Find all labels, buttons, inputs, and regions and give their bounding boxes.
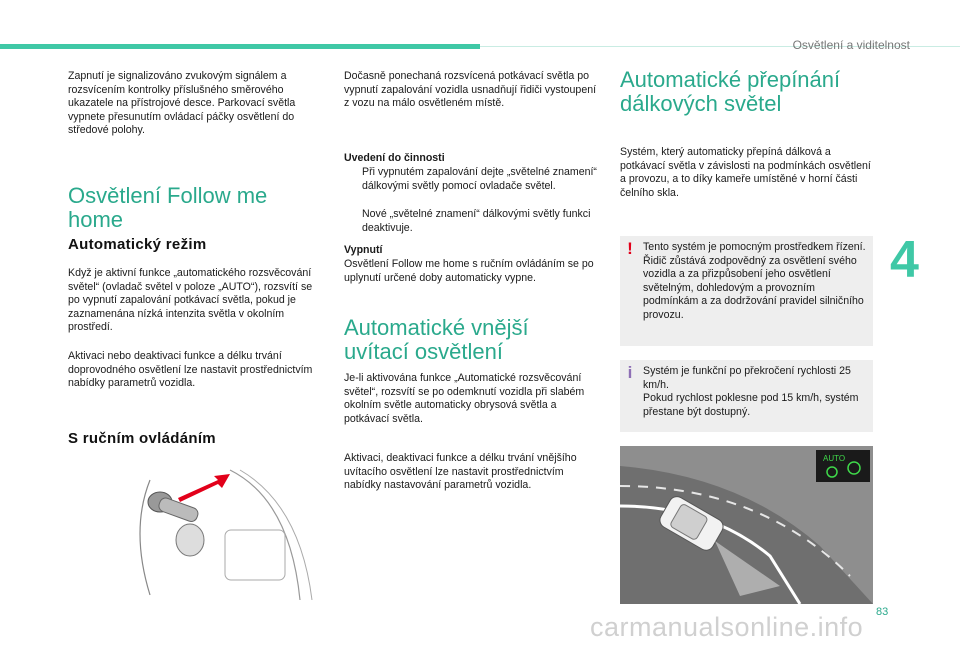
activation-heading: Uvedení do činnosti: [344, 152, 445, 164]
activation-bullet-2: [344, 208, 599, 235]
follow-me-home-heading: Osvětlení Follow me home: [68, 183, 268, 232]
col1-intro: Zapnutí je signalizováno zvukovým signálem a rozsvícením kontrolky příslušného směrového ukazatele na přístrojové desce. Parkovací světla vypnete přesunutím ovládací páčky osvětlení do středové polohy.: [68, 70, 296, 137]
auto-mode-text-1: Když je aktivní funkce „automatického rozsvěcování světel“ (ovladač světel v poloze „AUTO“), rozsvítí se po vypnutí zapalování potkávací světla, pokud je zaznamenána nízká intenzita světla v okolním prostředí.: [68, 267, 313, 334]
welcome-lighting-text-2: Aktivaci, deaktivaci funkce a délku trvání vnějšího uvítacího osvětlení lze nastavit prostřednictvím nabídky nastavování parametrů vozidla.: [344, 452, 577, 492]
warning-icon: !: [627, 239, 633, 258]
camera-road-illustration: [620, 446, 873, 604]
welcome-lighting-heading: Automatické vnější uvítací osvětlení: [344, 315, 529, 364]
warning-box: [620, 236, 873, 346]
info-icon: i: [627, 363, 633, 382]
auto-badge: AUTO: [823, 454, 846, 463]
manual-mode-heading: S ručním ovládáním: [68, 430, 216, 447]
col2-intro: Dočasně ponechaná rozsvícená potkávací světla po vypnutí zapalování vozidla usnadňují řidiči vystoupení z vozu na málo osvětleném místě.: [344, 70, 597, 110]
auto-mode-text-2: Aktivaci nebo deaktivaci funkce a délku trvání doprovodného osvětlení lze nastavit prostřednictvím nabídky parametrů vozidla.: [68, 350, 313, 390]
bullet-marker: [344, 208, 362, 235]
chapter-number: 4: [890, 231, 919, 289]
bullet-marker: [344, 166, 362, 193]
info-text: Systém je funkční po překročení rychlosti 25 km/h. Pokud rychlost poklesne pod 15 km/h, systém přestane být dostupný.: [643, 365, 859, 418]
auto-high-beam-heading: Automatické přepínání dálkových světel: [620, 67, 841, 116]
activation-bullet-1: [344, 166, 599, 193]
deactivation-heading: Vypnutí: [344, 244, 383, 256]
header-accent-bar: [0, 44, 480, 49]
warning-text: Tento systém je pomocným prostředkem řízení. Řidič zůstává zodpovědný za osvětlení svého vozidla a za přizpůsobení jeho osvětlení světelným, dohledovým a provozním podmínkám a za dodržování pravidel silničního provozu.: [643, 241, 866, 321]
page-number: 83: [876, 606, 889, 618]
deactivation-text: Osvětlení Follow me home s ručním ovládáním se po uplynutí určené doby automaticky vypne.: [344, 258, 594, 284]
activation-bullet-1-text: Při vypnutém zapalování dejte „světelné znamení“ dálkovými světly pomocí ovladače světel.: [362, 166, 597, 192]
auto-high-beam-text: Systém, který automaticky přepíná dálková a potkávací světla v závislosti na podmínkách osvětlení a provozu, a to díky kameře umístěné v horní části čelního skla.: [620, 146, 871, 199]
light-stalk-illustration: [90, 460, 330, 600]
watermark: carmanualsonline.info: [590, 612, 864, 642]
activation-bullet-2-text: Nové „světelné znamení“ dálkovými světly funkci deaktivuje.: [362, 208, 591, 234]
chapter-title: Osvětlení a viditelnost: [792, 38, 910, 52]
welcome-lighting-text-1: Je-li aktivována funkce „Automatické rozsvěcování světel“, rozsvítí se po odemknutí vozidla při slabém okolním světle automaticky obrysová světla a potkávací světla.: [344, 372, 585, 425]
info-box: [620, 360, 873, 432]
auto-mode-heading: Automatický režim: [68, 236, 207, 253]
